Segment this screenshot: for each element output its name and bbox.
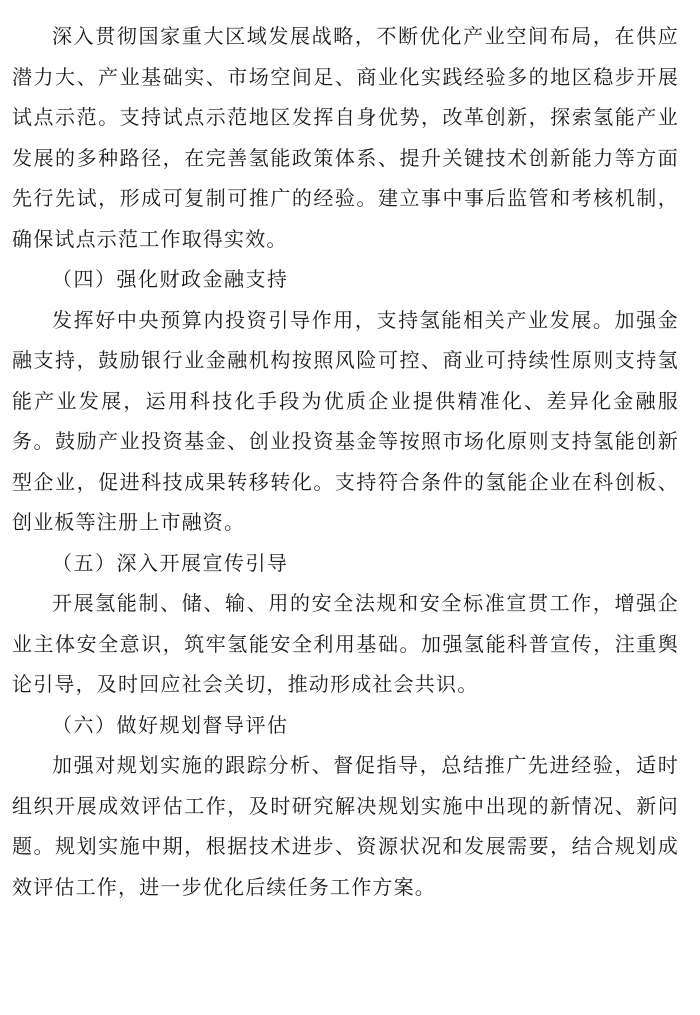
evaluation-heading: （六）做好规划督导评估 [52, 712, 289, 737]
publicity-heading: （五）深入开展宣传引导 [52, 550, 289, 575]
publicity-paragraph: 开展氢能制、储、输、用的安全法规和安全标准宣贯工作，增强企业主体安全意识，筑牢氢能安全利用基础。加强氢能科普宣传，注重舆论引导，及时回应社会关切，推动形成社会共识。 [12, 591, 679, 696]
pilot-paragraph: 深入贯彻国家重大区域发展战略，不断优化产业空间布局，在供应潜力大、产业基础实、市场空间足、商业化实践经验多的地区稳步开展试点示范。支持试点示范地区发挥自身优势，改革创新，探索氢能产业发展的多种路径，在完善氢能政策体系、提升关键技术创新能力等方面先行先试，形成可复制可推广的经验。建立事中事后监管和考核机制，确保试点示范工作取得实效。 [12, 24, 679, 251]
finance-heading: （四）强化财政金融支持 [52, 267, 289, 291]
finance-paragraph: 发挥好中央预算内投资引导作用，支持氢能相关产业发展。加强金融支持，鼓励银行业金融机构按照风险可控、商业可持续性原则支持氢能产业发展，运用科技化手段为优质企业提供精准化、差异化金融服务。鼓励产业投资基金、创业投资基金等按照市场化原则支持氢能创新型企业，促进科技成果转移转化。支持符合条件的氢能企业在科创板、创业板等注册上市融资。 [12, 307, 679, 534]
evaluation-paragraph: 加强对规划实施的跟踪分析、督促指导，总结推广先进经验，适时组织开展成效评估工作，及时研究解决规划实施中出现的新情况、新问题。规划实施中期，根据技术进步、资源状况和发展需要，结合规划成效评估工作，进一步优化后续任务工作方案。 [12, 753, 679, 899]
